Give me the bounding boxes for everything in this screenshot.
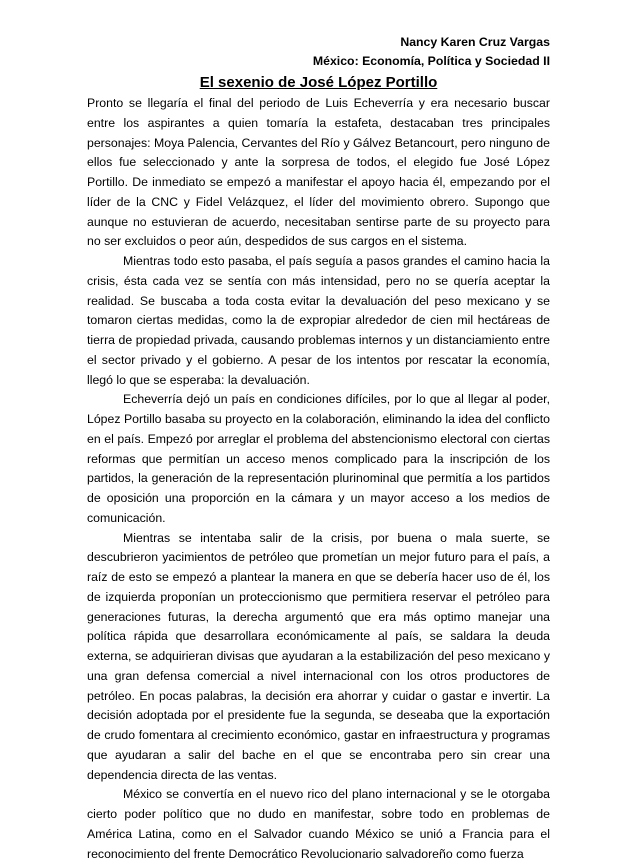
- course-name: México: Economía, Política y Sociedad II: [312, 53, 550, 68]
- paragraph: México se convertía en el nuevo rico del plano internacional y se le otorgaba cierto poder político que no dudo en manifestar, sobre todo en problemas de América Latina, como en el Salvador cuando México se unió a Francia para el reconocimiento del frente Democrático Revolucionario salvadoreño como fuerza: [87, 787, 550, 861]
- paragraph: Mientras todo esto pasaba, el país seguía a pasos grandes el camino hacia la crisis, ésta cada vez se sentía con más intensidad, pero no se quería aceptar la realidad. Se buscaba a toda costa evitar la devaluación del peso mexicano y se tomaron ciertas medidas, como la de expropiar alrededor de cien mil hectáreas de tierra de propiedad privada, causando problemas internos y un distanciamiento entre el sector privado y el gobierno. A pesar de los intentos por rescatar la economía, llegó lo que se esperaba: la devaluación.: [87, 254, 550, 387]
- document-header: [87, 33, 550, 70]
- paragraph: Pronto se llegaría el final del periodo de Luis Echeverría y era necesario buscar entre los aspirantes a quien tomaría la estafeta, destacaban tres principales personajes: Moya Palencia, Cervantes del Río y Gálvez Betancourt, pero ninguno de ellos fue seleccionado y ante la sorpresa de todos, el elegido fue José López Portillo. De inmediato se empezó a manifestar el apoyo hacia él, empezando por el líder de la CNC y Fidel Velázquez, el líder del movimiento obrero. Supongo que aunque no estuvieran de acuerdo, necesitaban sentirse parte de su proyecto para no ser excluidos o peor aún, despedidos de sus cargos en el sistema.: [87, 96, 550, 249]
- document-page: [87, 33, 550, 864]
- document-body: [87, 94, 550, 864]
- document-title: El sexenio de José López Portillo: [199, 74, 438, 91]
- paragraph: Echeverría dejó un país en condiciones difíciles, por lo que al llegar al poder, López Portillo basaba su proyecto en la colaboración, eliminando la idea del conflicto en el país. Empezó por arreglar el problema del abstencionismo electoral con ciertas reformas que permitían un acceso menos complicado para la inscripción de los partidos, la generación de la representación plurinominal que permitía a los partidos de oposición una proporción en la cámara y un mayor acceso a los medios de comunicación.: [87, 392, 550, 525]
- paragraph: Mientras se intentaba salir de la crisis, por buena o mala suerte, se descubrieron yacimientos de petróleo que prometían un mejor futuro para el país, a raíz de esto se empezó a plantear la manera en que se debería hacer uso de él, los de izquierda proponían un proteccionismo que permitiera reservar el petróleo para generaciones futuras, la derecha argumentó que era más optimo manejar una política rápida que desarrollara económicamente al país, se saldara la deuda externa, se adquirieran divisas que ayudaran a la estabilización del peso mexicano y una gran defensa comercial a nivel internacional con los otros productores de petróleo. En pocas palabras, la decisión era ahorrar y cuidar o gastar e invertir. La decisión adoptada por el presidente fue la segunda, se deseaba que la exportación de crudo fomentara al crecimiento económico, gastar en infraestructura y programas que ayudaran a salir del bache en el que se encontraba pero sin crear una dependencia directa de las ventas.: [87, 530, 550, 782]
- author-name: Nancy Karen Cruz Vargas: [400, 35, 550, 49]
